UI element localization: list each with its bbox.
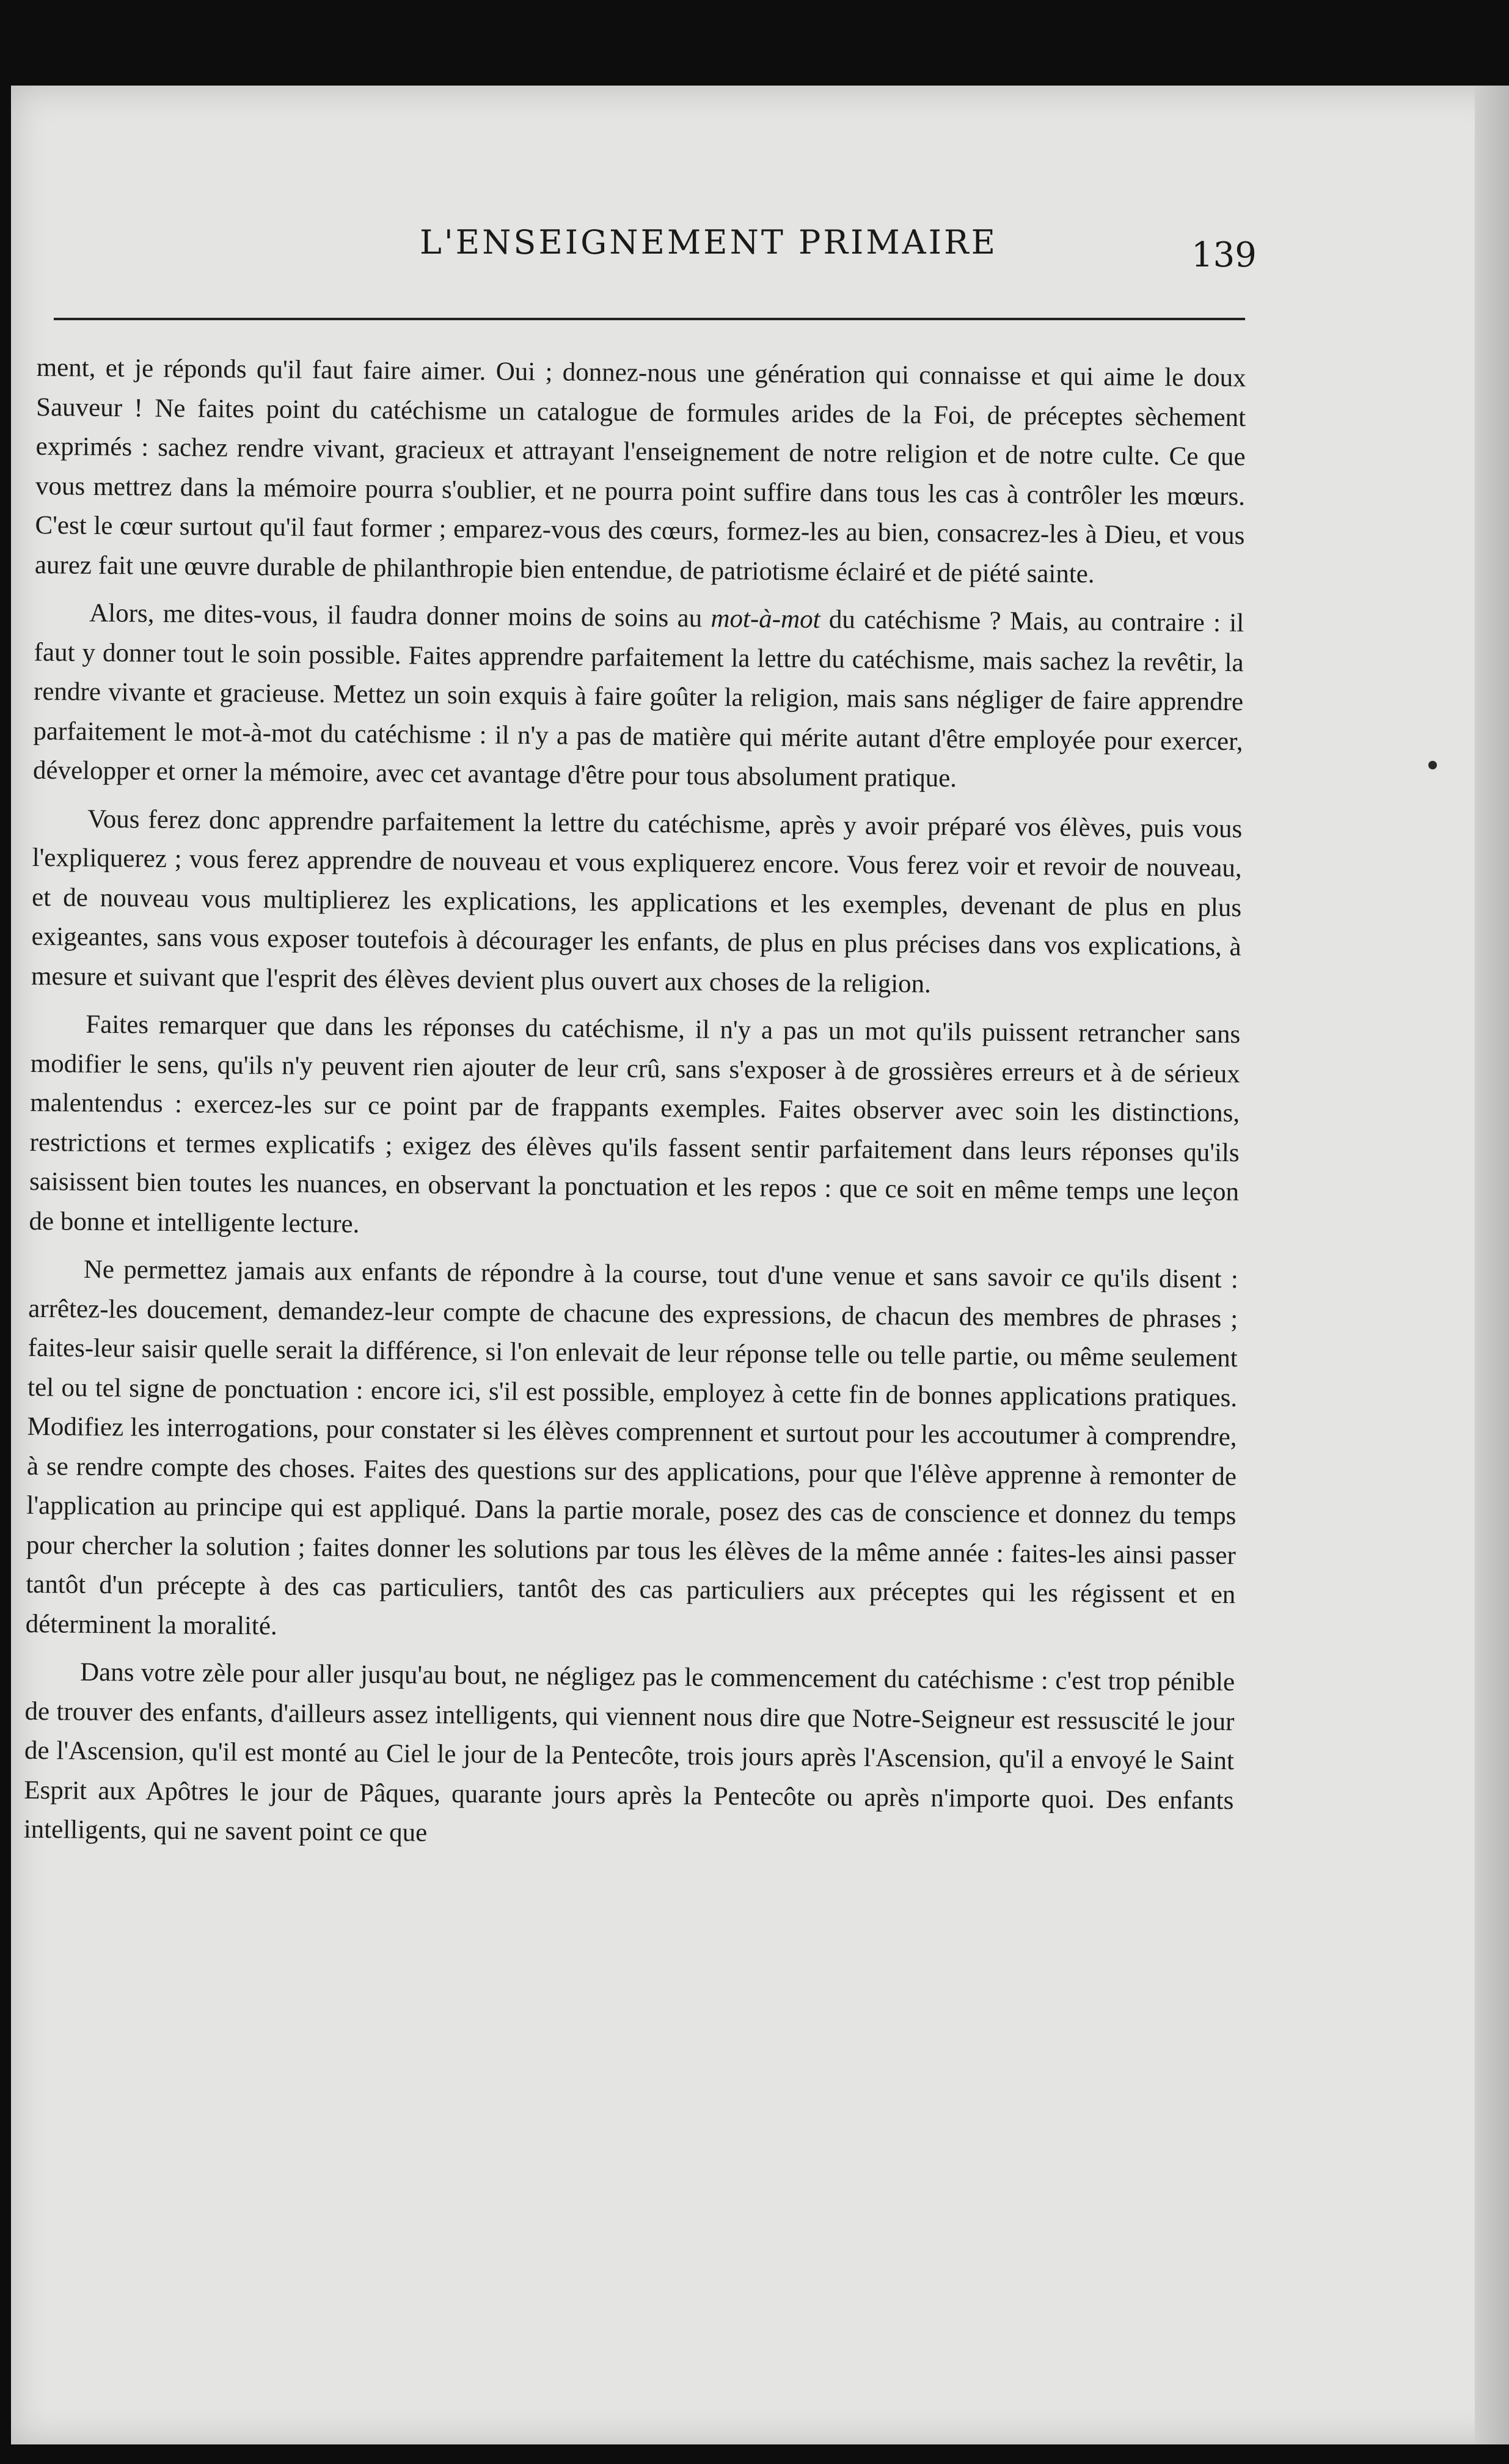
page-number: 139 xyxy=(1191,235,1257,275)
paragraph-1: ment, et je réponds qu'il faut faire aimer. Oui ; donnez-nous une génération qui connaisse et qui aime le doux Sauveur ! Ne faites point du catéchisme un catalogue de formules arides de la Foi, de préceptes sèchement exprimés : sachez rendre vivant, gracieux et attrayant l'enseignement de notre religion et de notre culte. Ce que vous mettrez dans la mémoire pourra s'oublier, et ne pourra point suffire dans tous les cas à contrôler les mœurs. C'est le cœur surtout qu'il faut former ; emparez-vous des cœurs, formez-les au bien, consacrez-les à Dieu, et vous aurez fait une œuvre durable de philanthropie bien entendue, de patriotisme éclairé et de piété sainte. xyxy=(34,353,1246,588)
paragraph-6: Dans votre zèle pour aller jusqu'au bout, ne négligez pas le commencement du catéchisme : c'est trop pénible de trouver des enfants, d'ailleurs assez intelligents, qui viennent nous dire que Notre-Seigneur est ressuscité le jour de l'Ascension, qu'il est monté au Ciel le jour de la Pentecôte, trois jours après l'Ascension, qu'il a envoyé le Saint Esprit aux Apôtres le jour de Pâques, quarante jours après la Pentecôte ou après n'importe quoi. Des enfants intelligents, qui ne savent point ce que xyxy=(23,1657,1235,1847)
running-title: L'ENSEIGNEMENT PRIMAIRE xyxy=(419,223,998,262)
paragraph-2-text-b: du catéchisme ? Mais, au contraire : il faut y donner tout le soin possible. Faites apprendre parfaitement la lettre du catéchisme, mais sachez la revêtir, la rendre vivante et gracieuse. Mettez un soin exquis à faire goûter la religion, mais sans négliger de faire apprendre parfaitement le mot-à-mot du catéchisme : il n'y a pas de matière qui mérite autant d'être employée pour exercer, développer et orner la mémoire, avec cet avantage d'être pour tous absolument pratique. xyxy=(32,605,1244,793)
paragraph-2-text-a: Alors, me dites-vous, il faudra donner moins de soins au xyxy=(89,598,711,633)
header-rule xyxy=(54,318,1245,320)
paragraph-5: Ne permettez jamais aux enfants de répondre à la course, tout d'une venue et sans savoir ce qu'ils disent : arrêtez-les doucement, demandez-leur compte de chacune des expressions, de chacun des membres de phrases ; faites-leur saisir quelle serait la différence, si l'on enlevait de leur réponse telle ou telle partie, ou même seulement tel ou tel signe de ponctuation : encore ici, s'il est possible, employez à cette fin de bonnes applications pratiques. Modifiez les interrogations, pour constater si les élèves comprennent et surtout pour les accoutumer à comprendre, à se rendre compte des choses. Faites des questions sur des applications, pour que l'élève apprenne à remonter de l'application au principe qui est appliqué. Dans la partie morale, posez des cas de conscience et donnez du temps pour chercher la solution ; faites donner les solutions par tous les élèves de la même année : faites-les ainsi passer tantôt d'un précepte à des cas particuliers, tantôt des cas particuliers aux préceptes qui les régissent et en déterminent la moralité. xyxy=(25,1255,1238,1641)
paragraph-4: Faites remarquer que dans les réponses du catéchisme, il n'y a pas un mot qu'ils puissent retrancher sans modifier le sens, qu'ils n'y peuvent rien ajouter de leur crû, sans s'exposer à de grossières erreurs et à de sérieux malentendus : exercez-les sur ce point par de frappants exemples. Faites observer avec soin les distinctions, restrictions et termes explicatifs ; exigez des élèves qu'ils fassent sentir parfaitement dans leurs réponses qu'ils saisissent bien toutes les nuances, en observant la ponctuation et les repos : que ce soit en même temps une leçon de bonne et intelligente lecture. xyxy=(29,1010,1241,1239)
body-text xyxy=(23,348,1246,1869)
paragraph-2 xyxy=(33,593,1244,801)
paragraph-3: Vous ferez donc apprendre parfaitement la lettre du catéchisme, après y avoir préparé vos élèves, puis vous l'expliquerez ; vous ferez apprendre de nouveau et vous expliquerez encore. Vous ferez voir et revoir de nouveau, et de nouveau vous multiplierez les explications, les applications et les exemples, devenant de plus en plus exigeantes, sans vous exposer toutefois à décourager les enfants, de plus en plus précises dans vos explications, à mesure et suivant que l'esprit des élèves devient plus ouvert aux choses de la religion. xyxy=(31,804,1243,999)
margin-speck xyxy=(1428,761,1437,769)
paragraph-2-italic: mot-à-mot xyxy=(711,604,820,634)
page-edge xyxy=(1475,86,1509,2444)
